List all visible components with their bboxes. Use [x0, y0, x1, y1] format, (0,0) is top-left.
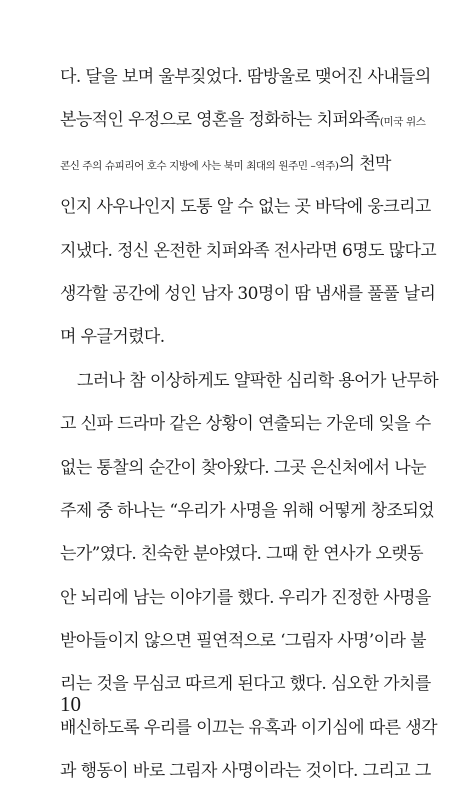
text-line-6: 생각할 공간에 성인 남자 30명이 땀 냄새를 풀풀 날리 [60, 283, 436, 304]
text-line-3-tail: 의 천막 [338, 153, 391, 174]
text-line-8: 그러나 참 이상하게도 얄팍한 심리학 용어가 난무하 [77, 370, 439, 391]
body-text [60, 56, 439, 794]
text-line-11: 주제 중 하나는 “우리가 사명을 위해 어떻게 창조되었 [60, 500, 434, 521]
translator-note-body: 콘신 주의 슈피리어 호수 지방에 사는 북미 최대의 원주민 –역주) [60, 159, 339, 172]
text-line-12: 는가”였다. 친숙한 분야였다. 그때 한 연사가 오랫동 [60, 544, 423, 565]
text-line-3 [60, 143, 420, 186]
text-line-7: 며 우글거렸다. [60, 327, 165, 348]
text-line-1: 다. 달을 보며 울부짖었다. 땀방울로 맺어진 사내들의 [60, 67, 431, 87]
text-line-9: 고 신파 드라마 같은 상황이 연출되는 가운데 잊을 수 [60, 414, 431, 435]
translator-note-open: (미국 위스 [379, 116, 426, 129]
text-line-4: 인지 사우나인지 도통 알 수 없는 곳 바닥에 웅크리고 [60, 197, 431, 218]
text-line-10: 없는 통찰의 순간이 찾아왔다. 그곳 은신처에서 나눈 [60, 457, 426, 478]
text-line-17: 과 행동이 바로 그림자 사명이라는 것이다. 그리고 그 [60, 761, 431, 782]
page-number: 10 [60, 692, 81, 716]
text-line-13: 안 뇌리에 남는 이야기를 했다. 우리가 진정한 사명을 [60, 587, 431, 608]
text-line-2-main: 본능적인 우정으로 영혼을 정화하는 치퍼와족 [60, 110, 380, 131]
text-line-15: 리는 것을 무심코 따르게 된다고 했다. 심오한 가치를 [60, 674, 431, 695]
text-line-14: 받아들이지 않으면 필연적으로 ‘그림자 사명’이라 불 [60, 631, 426, 652]
text-line-16: 배신하도록 우리를 이끄는 유혹과 이기심에 따른 생각 [60, 717, 437, 738]
text-line-5: 지냈다. 정신 온전한 치퍼와족 전사라면 6명도 많다고 [60, 240, 437, 261]
text-line-2 [60, 99, 426, 142]
